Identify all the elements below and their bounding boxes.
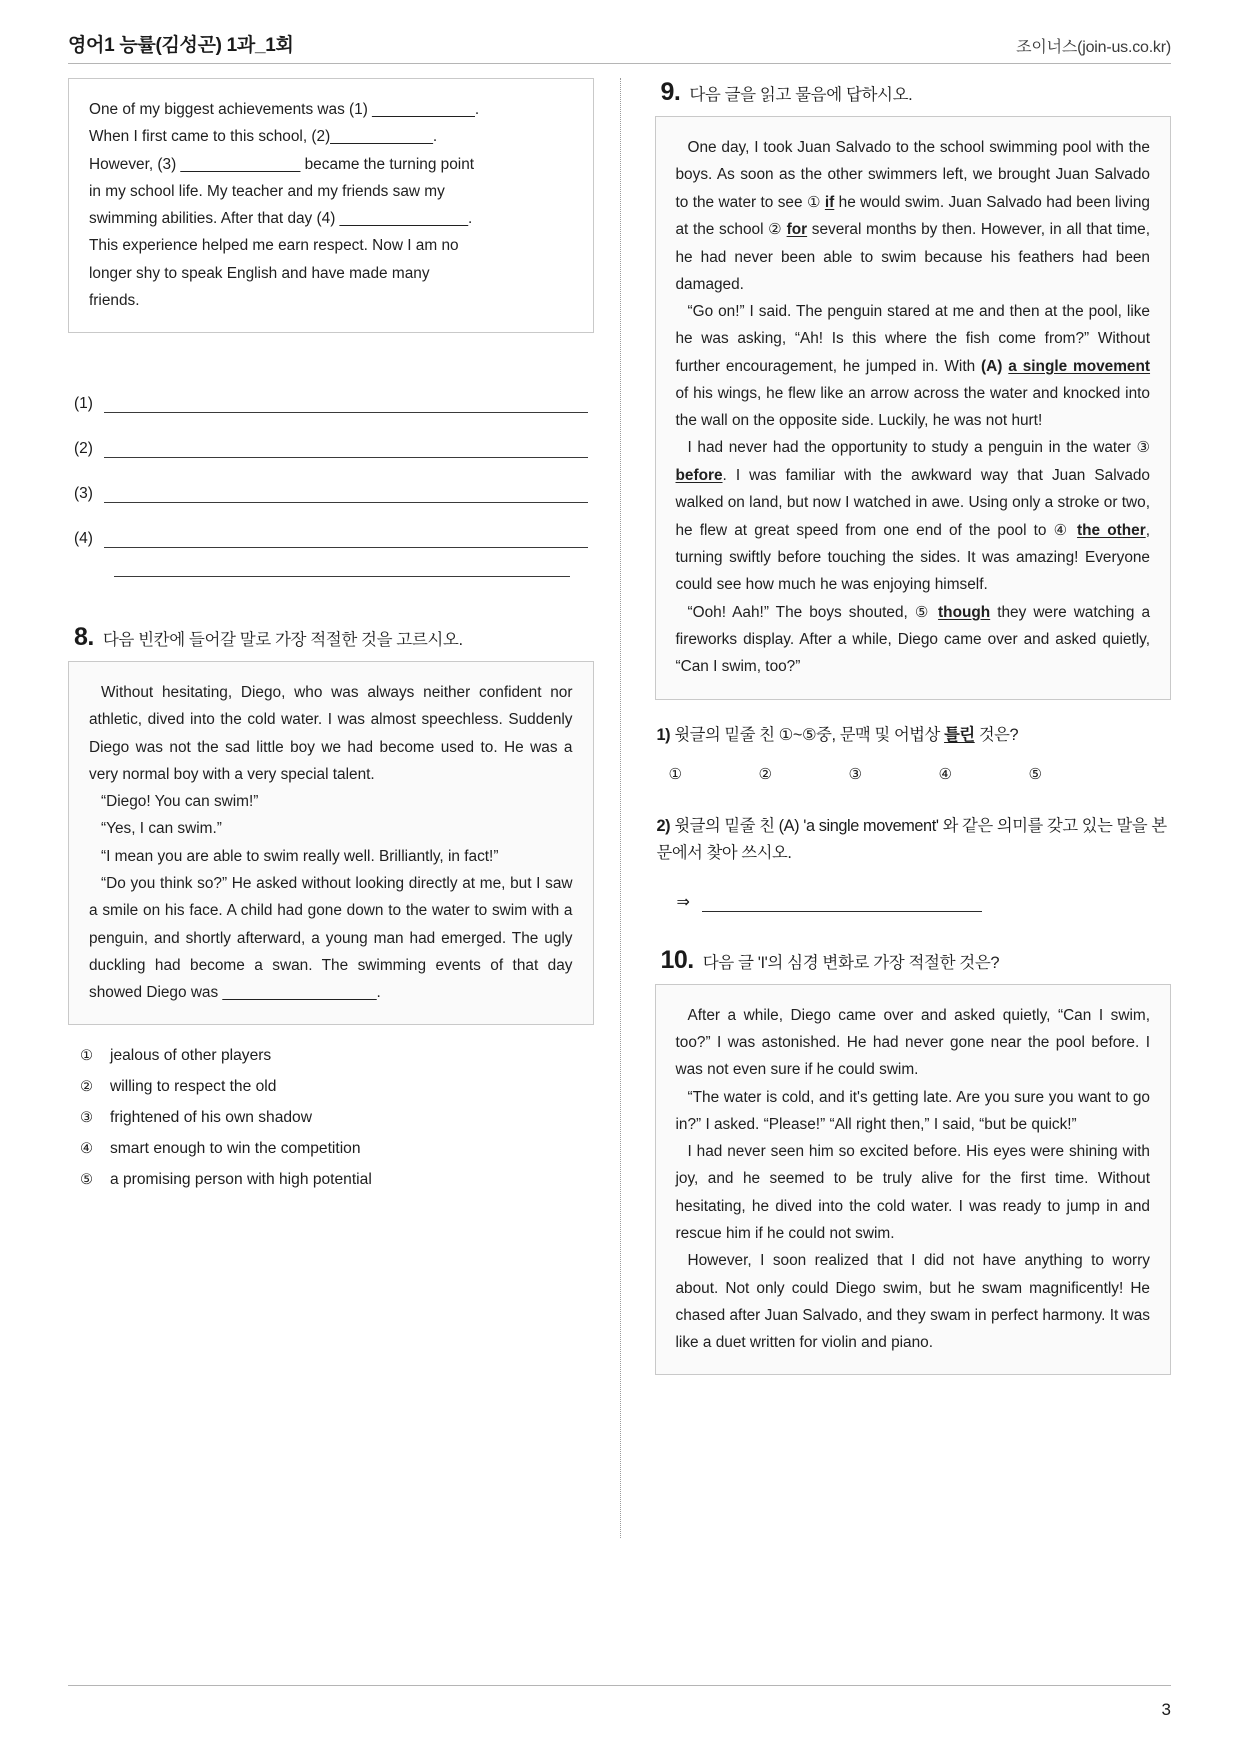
- choice-label: willing to respect the old: [110, 1078, 277, 1096]
- option-3[interactable]: ③: [848, 766, 862, 784]
- sub-question-number: 1): [656, 725, 671, 744]
- question-8-passage-box: [68, 661, 594, 1025]
- passage-paragraph: [676, 1138, 1151, 1247]
- question-10-prompt: 다음 글 'I'의 심경 변화로 가장 적절한 것은?: [702, 953, 1000, 972]
- question-9-sub-2: [657, 813, 1172, 866]
- question-9-passage-box: [655, 116, 1172, 700]
- option-2[interactable]: ②: [758, 766, 772, 784]
- underline-marker-2: ②: [768, 221, 782, 239]
- passage-line: swimming abilities. After that day (4) _______________.: [89, 210, 473, 228]
- answer-blank-row: [74, 395, 588, 413]
- passage-paragraph: [676, 298, 1151, 434]
- passage-text: “Do you think so?” He asked without looking directly at me, but I saw a smile on his face. A child had gone down to the water to swim with a penguin, and shortly afterward, a young man had emerged. The ugly duckling had become a swan. The swimming events of that day showed Diego was __________________.: [89, 874, 573, 1002]
- answer-blank-line[interactable]: [104, 533, 588, 548]
- page-footer: [68, 1685, 1171, 1720]
- passage-text: “Go on!” I said. The penguin stared at me and then at the pool, like he was asking, “Ah! Is this where the fish come from?” Without further encouragement, he jumped in. With: [675, 303, 1150, 375]
- passage-line: One of my biggest achievements was (1) ____________.: [89, 101, 480, 118]
- passage-text: “Yes, I can swim.”: [101, 820, 222, 838]
- question-9-sub-1: [657, 722, 1172, 748]
- underlined-word-2: for: [786, 221, 808, 239]
- sub-question-number: 2): [656, 817, 671, 836]
- two-column-body: [68, 78, 1171, 1538]
- answer-blank-line[interactable]: [702, 896, 982, 912]
- passage-text: “I mean you are able to swim really well. Brilliantly, in fact!”: [101, 847, 499, 865]
- answer-blank-label: (3): [74, 485, 93, 503]
- passage-text: he would swim. Juan Salvado had been living at the school: [675, 193, 1150, 239]
- choice-label: smart enough to win the competition: [110, 1140, 361, 1158]
- passage-paragraph: [89, 788, 573, 815]
- passage-paragraph: [89, 843, 573, 870]
- question-10-passage-box: [655, 984, 1172, 1375]
- answer-blank-row: [74, 530, 588, 548]
- header-site-label: 조이너스(join-us.co.kr): [1016, 39, 1171, 56]
- passage-text: . I was familiar with the awkward way that Juan Salvado walked on land, but now I watched in awe. Using only a stroke or two, he flew at great speed from one end of the pool to: [675, 467, 1150, 539]
- passage-paragraph: [89, 815, 573, 842]
- answer-blank-line[interactable]: [104, 443, 588, 458]
- underline-marker-4: ④: [1053, 521, 1070, 539]
- question-10-number: 10.: [660, 945, 694, 974]
- underline-marker-3: ③: [1136, 439, 1150, 457]
- choice-label: frightened of his own shadow: [110, 1109, 312, 1127]
- passage-text: “Diego! You can swim!”: [101, 793, 259, 811]
- passage-paragraph: [89, 679, 573, 788]
- question-9-sub-1-options: [669, 765, 1172, 783]
- question-9-sub-2-answer: [677, 892, 1172, 912]
- passage-line: in my school life. My teacher and my friends saw my: [89, 182, 445, 200]
- page-header: [68, 0, 1171, 63]
- underlined-word-5: though: [938, 603, 991, 621]
- passage-paragraph: [676, 1247, 1151, 1356]
- fill-in-passage-box: [68, 78, 594, 333]
- choice-option[interactable]: [80, 1047, 594, 1065]
- option-4[interactable]: ④: [938, 766, 952, 784]
- choice-number: ②: [80, 1079, 93, 1096]
- choice-number: ①: [80, 1048, 93, 1065]
- choice-option[interactable]: [80, 1078, 594, 1096]
- underlined-word-4: the other: [1077, 521, 1146, 539]
- label-A: (A): [981, 357, 1003, 375]
- answer-blank-label: (2): [74, 440, 93, 458]
- question-9-number: 9.: [660, 78, 681, 106]
- passage-text: One day, I took Juan Salvado to the school swimming pool with the boys. As soon as the other swimmers left, we brought Juan Salvado to the water to see: [675, 139, 1150, 211]
- answer-blank-line[interactable]: [104, 488, 588, 503]
- option-5[interactable]: ⑤: [1028, 766, 1042, 784]
- passage-line: However, (3) ______________ became the turning point: [89, 155, 475, 173]
- question-9-prompt: 다음 글을 읽고 물음에 답하시오.: [689, 86, 913, 104]
- choice-label: jealous of other players: [110, 1047, 272, 1065]
- header-title: 영어1 능률(김성곤) 1과_1회: [68, 35, 294, 56]
- choice-option[interactable]: [80, 1140, 594, 1158]
- passage-paragraph: [676, 1002, 1151, 1084]
- passage-paragraph: [676, 599, 1151, 681]
- passage-text: “Ooh! Aah!” The boys shouted,: [687, 603, 915, 621]
- choice-number: ⑤: [80, 1172, 93, 1189]
- question-9-heading: [661, 78, 1172, 107]
- question-10-heading: [661, 946, 1172, 975]
- choice-label: a promising person with high potential: [110, 1171, 372, 1189]
- choice-number: ③: [80, 1110, 93, 1127]
- right-column: [620, 78, 1172, 1538]
- passage-line: This experience helped me earn respect. Now I am no: [89, 237, 459, 255]
- passage-text: , turning swiftly before touching the sides. It was amazing! Everyone could see how much he was enjoying himself.: [675, 521, 1150, 594]
- passage-text: of his wings, he flew like an arrow across the water and knocked into the wall on the opposite side. Luckily, he was not hurt!: [675, 384, 1150, 430]
- answer-blank-label: (4): [74, 530, 93, 548]
- passage-line: When I first came to this school, (2)____________.: [89, 128, 438, 146]
- sub-question-text: 윗글의 밑줄 친 ①~⑤중, 문맥 및 어법상: [674, 725, 945, 744]
- passage-paragraph: [676, 1084, 1151, 1139]
- underline-marker-1: ①: [806, 193, 821, 211]
- choice-option[interactable]: [80, 1171, 594, 1189]
- question-8-number: 8.: [74, 623, 94, 652]
- answer-blank-row: [74, 485, 588, 503]
- option-1[interactable]: ①: [668, 766, 682, 784]
- choice-option[interactable]: [80, 1109, 594, 1127]
- passage-text: several months by then. However, in all that time, he had never been able to swim because his feathers had been damaged.: [675, 221, 1150, 293]
- sub-question-emphasis: 틀린: [944, 725, 975, 744]
- sub-question-text: 윗글의 밑줄 친 (A) 'a single movement' 와 같은 의미를 갖고 있는 말을 본문에서 찾아 쓰시오.: [656, 817, 1167, 862]
- passage-line: longer shy to speak English and have made many: [89, 264, 430, 282]
- sub-question-text-end: 것은?: [974, 725, 1019, 744]
- left-column: [68, 78, 620, 1538]
- choice-number: ④: [80, 1141, 93, 1158]
- underlined-phrase-A: a single movement: [1008, 357, 1151, 375]
- passage-text: they were watching a fireworks display. After a while, Diego came over and asked quietly, “Can I swim, too?”: [675, 603, 1151, 676]
- answer-blank-list: [74, 395, 588, 577]
- arrow-right-icon: ⇒: [676, 893, 690, 911]
- question-8-prompt: 다음 빈칸에 들어갈 말로 가장 적절한 것을 고르시오.: [102, 631, 463, 650]
- passage-text: I had never had the opportunity to study a penguin in the water: [687, 439, 1137, 457]
- header-divider: [68, 63, 1171, 64]
- underlined-word-3: before: [675, 467, 723, 485]
- passage-line: friends.: [89, 291, 140, 309]
- footer-divider: [68, 1685, 1171, 1686]
- question-8-heading: [74, 623, 594, 652]
- answer-blank-label: (1): [74, 395, 93, 413]
- answer-blank-row: [74, 440, 588, 458]
- passage-text: However, I soon realized that I did not have anything to worry about. Not only could Diego swim, but he swam magnificently! He chased after Juan Salvado, and they swam in perfect harmony. It was like a duet written for violin and piano.: [675, 1252, 1150, 1352]
- passage-text: I had never seen him so excited before. His eyes were shining with joy, and he seemed to be truly alive for the first time. Without hesitating, he dived into the cold water. I was ready to jump in and rescue him if he could not swim.: [675, 1143, 1150, 1243]
- answer-blank-line-extra[interactable]: [114, 575, 570, 577]
- passage-text: Without hesitating, Diego, who was always neither confident nor athletic, dived into the cold water. I was almost speechless. Suddenly Diego was not the sad little boy we had become used to. He was a very normal boy with a very special talent.: [89, 684, 573, 783]
- passage-text: After a while, Diego came over and asked quietly, “Can I swim, too?” I was astonished. He had never gone near the pool before. I was not even sure if he could swim.: [675, 1006, 1150, 1079]
- passage-paragraph: [676, 434, 1151, 598]
- passage-paragraph: [676, 134, 1151, 298]
- underlined-word-1: if: [824, 193, 835, 211]
- question-8-choices: [80, 1047, 594, 1189]
- passage-text: “The water is cold, and it's getting late. Are you sure you want to go in?” I asked. “Please!” “All right then,” I said, “but be quick!”: [675, 1088, 1150, 1133]
- answer-blank-line[interactable]: [104, 398, 588, 413]
- underline-marker-5: ⑤: [914, 603, 932, 621]
- page-number: 3: [1161, 1700, 1171, 1719]
- passage-paragraph: [89, 870, 573, 1006]
